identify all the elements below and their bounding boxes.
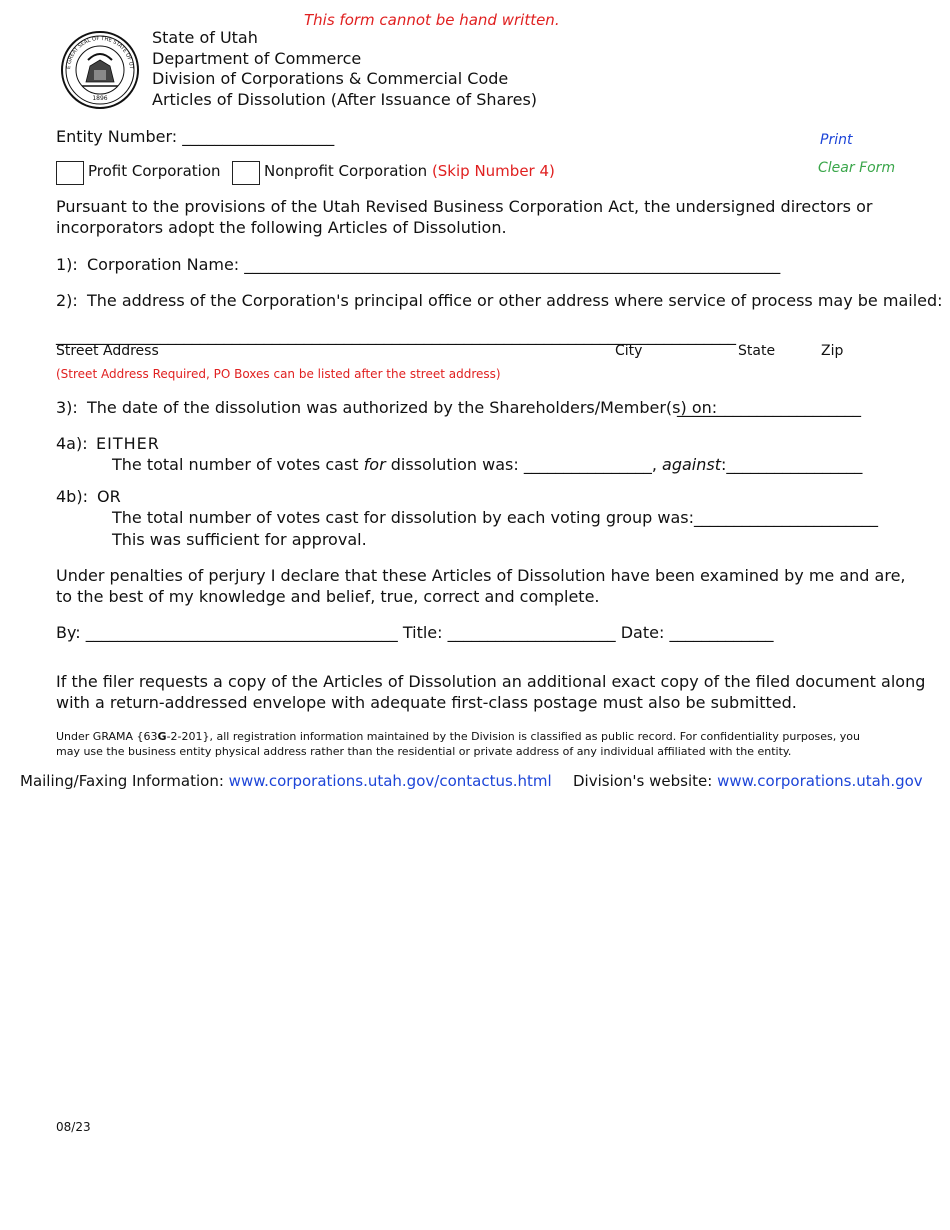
- zip-label: Zip: [821, 343, 844, 359]
- dissolution-was-text: dissolution was:: [390, 455, 519, 474]
- header-state: State of Utah: [152, 28, 258, 47]
- street-address-label: Street Address: [56, 343, 159, 359]
- entity-number-blank: ___________________: [182, 127, 335, 146]
- voting-group-text: The total number of votes cast for dissolution by each voting group was:: [112, 508, 695, 527]
- print-button[interactable]: Print: [820, 132, 853, 148]
- date-field[interactable]: _____________: [669, 623, 774, 642]
- item-3-number: 3):: [56, 398, 78, 417]
- contact-us-link[interactable]: www.corporations.utah.gov/contactus.html: [228, 772, 552, 790]
- for-word: for: [363, 455, 386, 474]
- votes-for-field[interactable]: ________________: [523, 455, 652, 474]
- title-field[interactable]: _____________________: [447, 623, 616, 642]
- either-heading: EITHER: [96, 434, 160, 453]
- profit-corporation-label: Profit Corporation: [88, 162, 221, 180]
- perjury-line-2: to the best of my knowledge and belief, true, correct and complete.: [56, 587, 600, 606]
- item-4a-number: 4a):: [56, 434, 88, 453]
- sufficient-text: This was sufficient for approval.: [112, 530, 367, 549]
- perjury-line-1: Under penalties of perjury I declare that these Articles of Dissolution have been examined by me and are,: [56, 566, 906, 585]
- corporation-name-label: Corporation Name:: [87, 255, 240, 274]
- mailing-label: Mailing/Faxing Information:: [20, 772, 224, 790]
- against-colon: :: [721, 455, 727, 474]
- intro-line-1: Pursuant to the provisions of the Utah Revised Business Corporation Act, the undersigned directors or: [56, 197, 873, 216]
- by-field[interactable]: _______________________________________: [85, 623, 398, 642]
- grama-line-2: may use the business entity physical address rather than the residential or private address of any individual affiliated with the entity.: [56, 745, 792, 758]
- nonprofit-label-text: Nonprofit Corporation: [264, 162, 428, 180]
- skip-number-4-note: (Skip Number 4): [431, 162, 555, 180]
- item-2-number: 2):: [56, 291, 78, 310]
- seal-text: E GREAT SEAL OF THE STATE OF UT: [65, 35, 134, 70]
- address-field[interactable]: _____________________________________________________________________________________: [56, 326, 736, 345]
- against-word: against: [662, 455, 721, 474]
- entity-number-field[interactable]: [56, 127, 334, 146]
- title-label: Title:: [402, 623, 443, 642]
- grama-line-1: [56, 730, 860, 743]
- website-label: Division's website:: [573, 772, 713, 790]
- mailing-info: [20, 772, 552, 790]
- seal-year: 1896: [92, 95, 108, 102]
- nonprofit-corporation-checkbox[interactable]: [232, 161, 260, 185]
- grama-suffix: -2-201}, all registration information maintained by the Division is classified as public record. For confidentiality purposes, you: [166, 730, 860, 743]
- header-division: Division of Corporations & Commercial Code: [152, 69, 509, 88]
- grama-bold-g: G: [157, 730, 167, 743]
- state-label: State: [738, 343, 776, 359]
- entity-number-label: Entity Number:: [56, 127, 178, 146]
- header-department: Department of Commerce: [152, 49, 362, 68]
- street-address-note: (Street Address Required, PO Boxes can be listed after the street address): [56, 367, 501, 381]
- intro-line-2: incorporators adopt the following Articles of Dissolution.: [56, 218, 507, 237]
- grama-prefix: Under GRAMA {63: [56, 730, 158, 743]
- item-1-number: 1):: [56, 255, 78, 274]
- division-website: [573, 772, 923, 790]
- votes-cast-text: The total number of votes cast: [112, 455, 359, 474]
- corporation-name-blank: ___________________________________________________________________: [244, 255, 781, 274]
- authorization-date-field[interactable]: _______________________: [677, 398, 861, 417]
- votes-against-field[interactable]: _________________: [726, 455, 863, 474]
- utah-state-seal-icon: [60, 30, 140, 110]
- item-4b-line: [112, 508, 878, 527]
- division-website-link[interactable]: www.corporations.utah.gov: [717, 772, 923, 790]
- profit-corporation-checkbox[interactable]: [56, 161, 84, 185]
- corporation-name-field[interactable]: [87, 255, 780, 274]
- copy-note-line-1: If the filer requests a copy of the Articles of Dissolution an additional exact copy of the filed document along: [56, 672, 926, 691]
- copy-note-line-2: with a return-addressed envelope with adequate first-class postage must also be submitted.: [56, 693, 797, 712]
- revision-date: 08/23: [56, 1120, 91, 1134]
- by-label: By:: [56, 623, 81, 642]
- nonprofit-corporation-label: [264, 162, 555, 180]
- voting-group-field[interactable]: _______________________: [694, 508, 879, 527]
- city-label: City: [615, 343, 643, 359]
- header-form-title: Articles of Dissolution (After Issuance of Shares): [152, 90, 538, 109]
- or-heading: OR: [97, 487, 121, 506]
- item-4a-line: [112, 455, 862, 474]
- handwritten-notice: This form cannot be hand written.: [304, 11, 560, 29]
- clear-form-button[interactable]: Clear Form: [818, 160, 896, 176]
- item-2-text: The address of the Corporation's principal office or other address where service of process may be mailed:: [87, 291, 943, 310]
- item-3-text: The date of the dissolution was authorized by the Shareholders/Member(s) on:: [87, 398, 718, 417]
- signature-row: [56, 623, 773, 642]
- comma: ,: [651, 455, 657, 474]
- item-4b-number: 4b):: [56, 487, 88, 506]
- date-label: Date:: [620, 623, 665, 642]
